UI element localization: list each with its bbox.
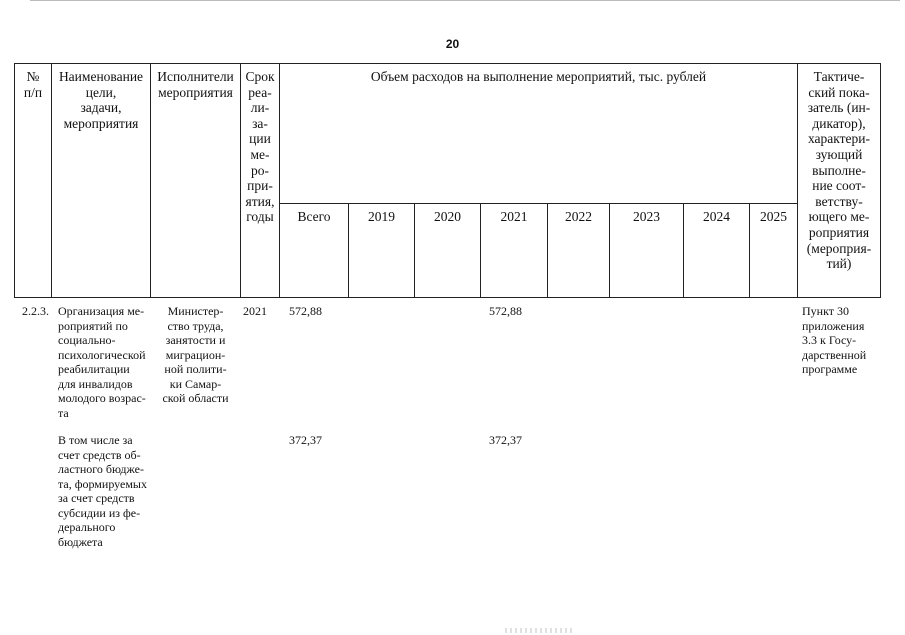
hdr-executors: Исполнители мероприятия xyxy=(157,69,234,100)
hdr-expenses: Объем расходов на выполнение мероприятий, тыс. рублей xyxy=(370,69,707,84)
page-number: 20 xyxy=(445,37,460,51)
hdr-year-2024: 2024 xyxy=(703,209,730,224)
row-2021: 572,88 xyxy=(489,304,522,318)
hdr-year-2023: 2023 xyxy=(633,209,660,224)
hdr-name: Наименование цели, задачи, мероприятия xyxy=(58,69,144,131)
row-num: 2.2.3. xyxy=(22,304,49,318)
hdr-year-2025: 2025 xyxy=(760,209,787,224)
row-term: 2021 xyxy=(243,304,267,318)
hdr-year-2020: 2020 xyxy=(434,209,461,224)
scan-top-edge xyxy=(30,0,900,1)
hdr-year-total: Всего xyxy=(297,209,331,224)
row-executor: Министер- ство труда, занятости и миграцион- ной полити- ки Самар- ской области xyxy=(162,304,229,405)
row-indicator: Пункт 30 приложения 3.3 к Госу- дарственной программе xyxy=(802,304,867,376)
row-total: 372,37 xyxy=(289,433,322,447)
row-name: Организация ме- роприятий по социально- психологической реабилитации для инвалидов молодого возрас- та xyxy=(58,304,146,420)
scan-artifact xyxy=(505,628,575,633)
hdr-term: Срок реа- ли- за- ции ме- ро- при- ятия, годы xyxy=(245,69,275,225)
hdr-year-2021: 2021 xyxy=(500,209,528,224)
row-total: 572,88 xyxy=(289,304,322,318)
row-name: В том числе за счет средств об- ластного бюдже- та, формируемых за счет средств субсидии из фе- дерального бюджета xyxy=(58,433,147,549)
hdr-num: № п/п xyxy=(23,69,43,100)
hdr-year-2022: 2022 xyxy=(565,209,592,224)
hdr-indicator: Тактиче- ский пока- затель (ин- дикатор), характери- зующий выполне- ние соот- ветству- ющего ме- роприятия (мероприя- тий) xyxy=(806,69,872,272)
hdr-year-2019: 2019 xyxy=(368,209,395,224)
row-2021: 372,37 xyxy=(489,433,522,447)
